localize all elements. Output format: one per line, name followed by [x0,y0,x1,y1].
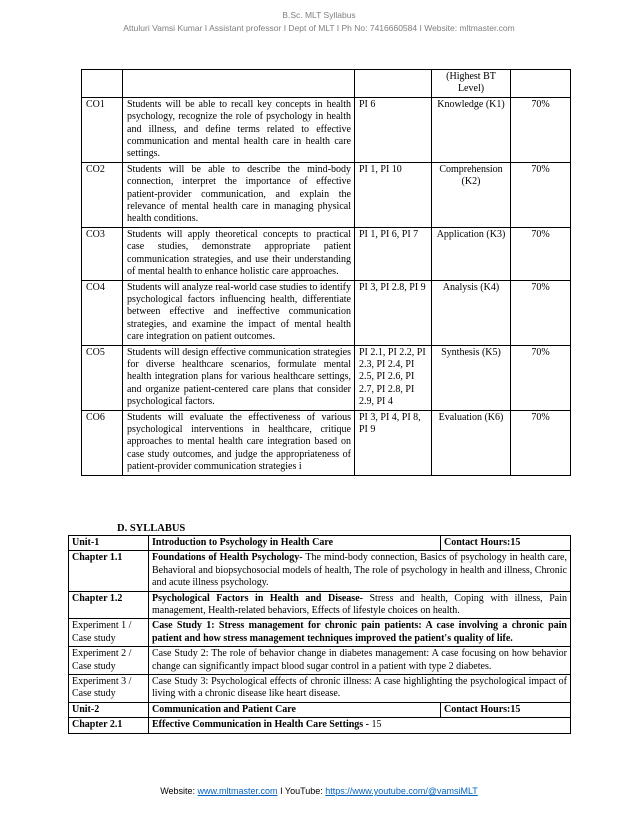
co-id-cell: CO3 [82,227,123,280]
section-title-syllabus: D. SYLLABUS [117,523,186,534]
unit-title: Introduction to Psychology in Health Care [149,536,441,551]
youtube-link[interactable]: https://www.youtube.com/@vamsiMLT [325,786,478,796]
chapter-heading: Effective Communication in Health Care Settings - [152,719,372,731]
experiment-text: Case Study 3: Psychological effects of chronic illness: A case highlighting the psychological impact of living with a chronic disease like heart disease. [149,675,571,703]
table-row [69,619,571,647]
pi-cell: PI 1, PI 10 [355,162,432,227]
bt-level-cell: Analysis (K4) [432,280,511,345]
experiment-label: Experiment 2 / Case study [69,647,149,675]
table-row [82,162,571,227]
percent-cell: 70% [511,345,571,410]
unit-label: Unit-1 [69,536,149,551]
co-id-cell: CO5 [82,345,123,410]
unit-label: Unit-2 [69,702,149,717]
pi-cell: PI 3, PI 4, PI 8, PI 9 [355,410,432,475]
contact-hours: Contact Hours:15 [441,536,571,551]
syllabus-table [68,535,571,734]
co-description-cell: Students will evaluate the effectiveness of various psychological interventions in healthcare, critique approaches to mental health care integration based on case study outcomes, and judge the appropriateness of patient-provider communication strategies i [123,410,355,475]
contact-hours: Contact Hours:15 [441,702,571,717]
experiment-label: Experiment 3 / Case study [69,675,149,703]
table-row [69,536,571,551]
pi-cell: PI 3, PI 2.8, PI 9 [355,280,432,345]
footer-website-label: Website: [160,786,198,796]
co-description-cell: Students will analyze real-world case studies to identify psychological factors influencing health, differentiate between effective and ineffective communication strategies, and examine the impact of mental health care integration on patient outcomes. [123,280,355,345]
experiment-text: Case Study 1: Stress management for chronic pain patients: A case involving a chronic pain patient and how stress management techniques improved the patient's quality of life. [149,619,571,647]
footer [0,786,638,796]
chapter-text: Stress and health, Coping with illness, Pain management, Health-related behaviors, Effects of lifestyle choices on health. [152,592,567,617]
table-row [69,718,571,733]
table-row [82,345,571,410]
bt-level-cell: Evaluation (K6) [432,410,511,475]
pi-cell: PI 6 [355,97,432,162]
experiment-label: Experiment 1 / Case study [69,619,149,647]
bt-level-cell: Application (K3) [432,227,511,280]
co-id-cell: CO2 [82,162,123,227]
website-link[interactable]: www.mltmaster.com [197,786,278,796]
table-row [82,97,571,162]
chapter-text: 15 [371,719,382,731]
chapter-content [149,551,571,591]
bt-level-cell: Synthesis (K5) [432,345,511,410]
table-row [69,702,571,717]
table-row [69,675,571,703]
chapter-heading: Psychological Factors in Health and Disease- [152,592,363,604]
co-id-cell: CO1 [82,97,123,162]
percent-cell: 70% [511,280,571,345]
co-description-cell: Students will design effective communication strategies for diverse healthcare scenarios, formulate mental health integration plans for various healthcare settings, and organize patient-centered care plans that consider psychological factors. [123,345,355,410]
unit-title: Communication and Patient Care [149,702,441,717]
bt-level-cell: Comprehension (K2) [432,162,511,227]
header-title: B.Sc. MLT Syllabus [282,10,356,20]
bt-level-cell: Knowledge (K1) [432,97,511,162]
header-author-line: Attuluri Vamsi Kumar I Assistant professor I Dept of MLT I Ph No: 7416660584 I Website: mltmaster.com [123,23,515,33]
chapter-label: Chapter 1.2 [69,591,149,619]
co-description-cell: Students will be able to recall key concepts in health psychology, recognize the role of psychology in health and illness, and define terms related to effective communication and mental health care in health care settings. [123,97,355,162]
table-row [82,280,571,345]
co-description-cell: Students will be able to describe the mind-body connection, interpret the importance of effective patient-provider communication, and explain the relevance of mental health care in managing physical health conditions. [123,162,355,227]
chapter-label: Chapter 2.1 [69,718,149,733]
pi-cell: PI 1, PI 6, PI 7 [355,227,432,280]
co-id-cell: CO4 [82,280,123,345]
chapter-label: Chapter 1.1 [69,551,149,591]
table-row [69,647,571,675]
table-row [69,591,571,619]
chapter-content [149,718,571,733]
experiment-text: Case Study 2: The role of behavior change in diabetes management: A case focusing on how behavior change can significantly impact blood sugar control in a patient with type 2 diabetes. [149,647,571,675]
table-row [82,410,571,475]
pi-cell: PI 2.1, PI 2.2, PI 2.3, PI 2.4, PI 2.5, PI 2.6, PI 2.7, PI 2.8, PI 2.9, PI 4 [355,345,432,410]
footer-youtube-label: I YouTube: [277,786,326,796]
co-description-cell: Students will apply theoretical concepts to practical case studies, demonstrate appropriate patient communication strategies, and use their understanding of mental health to enhance holistic care approaches. [123,227,355,280]
chapter-heading: Foundations of Health Psychology- [152,552,303,564]
percent-cell: 70% [511,227,571,280]
chapter-text: The mind-body connection, Basics of psychology in health care, Behavioral and biopsychosocial models of health, The role of psychology in health and illness, Chronic and acute illness psychology. [152,552,567,589]
table-row [69,551,571,591]
table-row [82,70,571,98]
percent-cell: 70% [511,410,571,475]
percent-cell: 70% [511,97,571,162]
course-outcomes-table [81,69,571,476]
table-cell-bt-level: (Highest BT Level) [432,70,511,98]
percent-cell: 70% [511,162,571,227]
co-id-cell: CO6 [82,410,123,475]
table-row [82,227,571,280]
chapter-content [149,591,571,619]
